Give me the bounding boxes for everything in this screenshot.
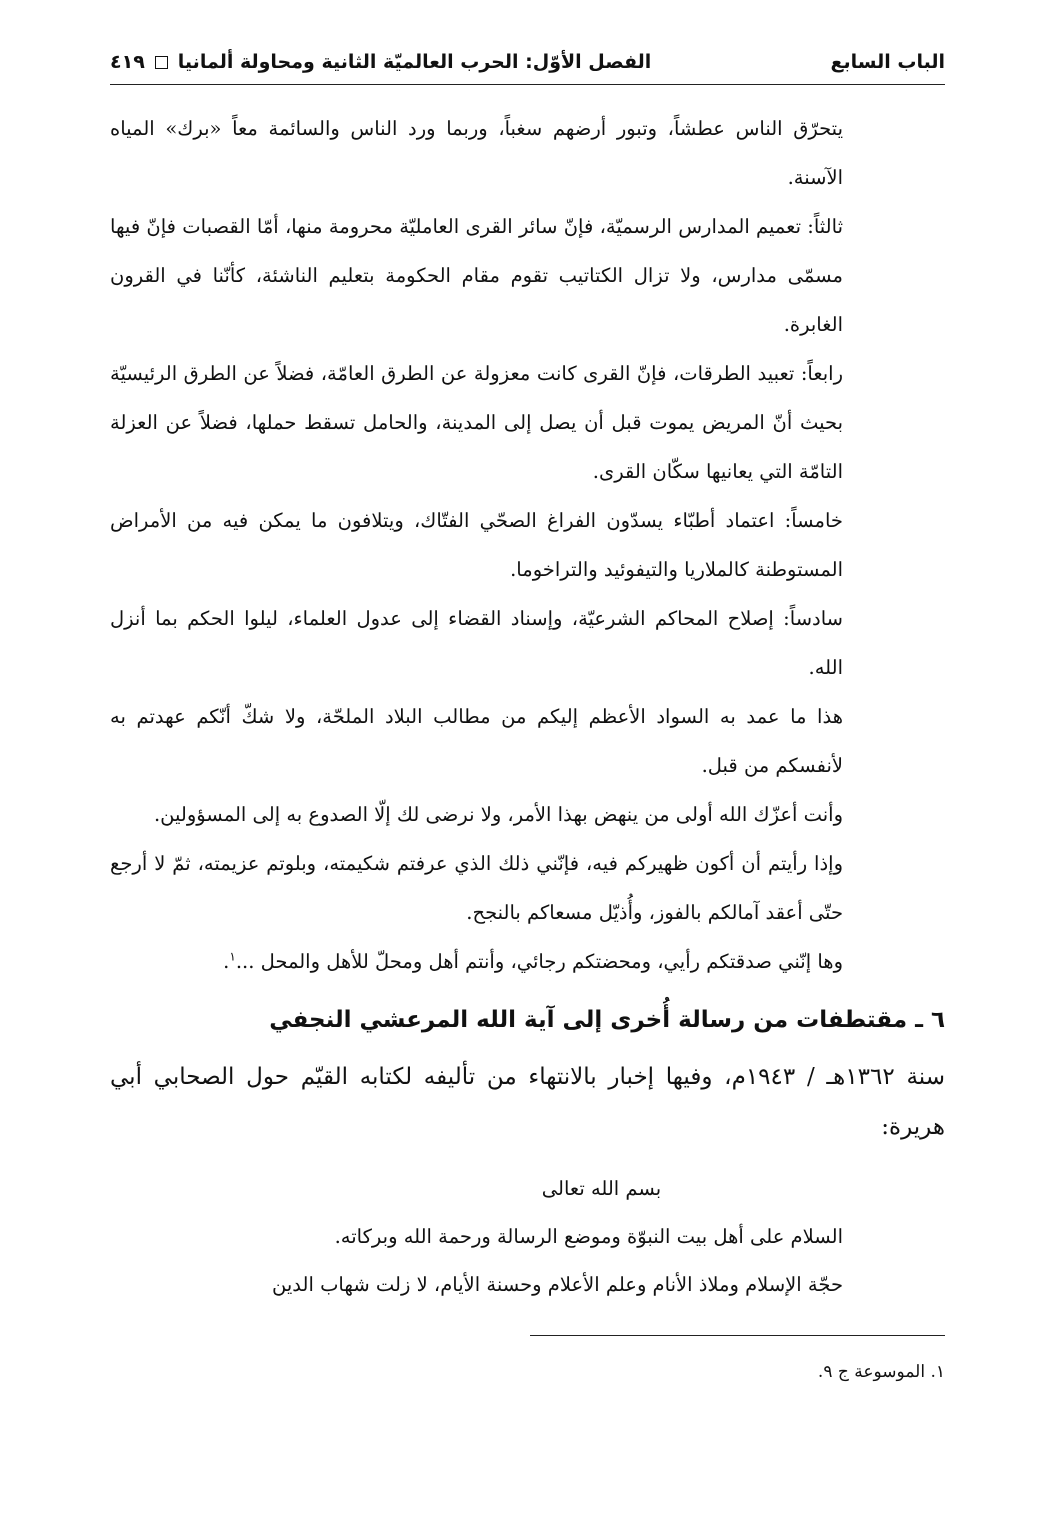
square-separator-icon — [155, 56, 168, 69]
paragraph: وإذا رأيتم أن أكون ظهيركم فيه، فإنّني ذلك الذي عرفتم شكيمته، وبلوتم عزيمته، ثمّ لا أرجع حتّى أعقد آمالكم بالفوز، وأُذيّل مسعاكم بالنجح. — [110, 852, 843, 924]
body-text — [110, 104, 843, 986]
footnote-rule — [530, 1335, 945, 1336]
basmala: بسم الله تعالى — [541, 1177, 662, 1200]
paragraph: يتحرّق الناس عطشاً، وتبور أرضهم سغباً، وربما ورد الناس والسائمة معاً «برك» المياه الآسنة. — [110, 117, 843, 189]
section-title: ٦ ـ مقتطفات من رسالة أُخرى إلى آية الله المرعشي النجفي — [269, 1007, 945, 1033]
paragraph: سادساً: إصلاح المحاكم الشرعيّة، وإسناد القضاء إلى عدول العلماء، ليلوا الحكم بما أنزل الله. — [110, 607, 843, 679]
intro-paragraph: سنة ١٣٦٢هـ / ١٩٤٣م، وفيها إخبار بالانتهاء من تأليفه لكتابه القيّم حول الصحابي أبي هريرة: — [110, 1064, 945, 1140]
section-and-page — [110, 51, 651, 73]
section-heading: الفصل الأوّل: الحرب العالميّة الثانية ومحاولة ألمانيا — [177, 51, 652, 73]
letter-greeting: السلام على أهل بيت النبوّة وموضع الرسالة ورحمة الله وبركاته. — [334, 1225, 843, 1248]
header-rule — [110, 84, 945, 85]
footnote: ١. الموسوعة ج ٩. — [817, 1362, 945, 1382]
page-number: ٤١٩ — [110, 51, 145, 73]
paragraph: ثالثاً: تعميم المدارس الرسميّة، فإنّ سائر القرى العامليّة محرومة منها، أمّا القصبات فإنّ فيها مسمّى مدارس، ولا تزال الكتاتيب تقوم مقام الحكومة بتعليم الناشئة، كأنّنا في القرون الغابرة. — [110, 215, 843, 336]
section-intro — [110, 1052, 945, 1152]
paragraph: هذا ما عمد به السواد الأعظم إليكم من مطالب البلاد الملحّة، ولا شكّ أنّكم عهدتم به لأنفسكم من قبل. — [110, 705, 843, 777]
paragraph: رابعاً: تعبيد الطرقات، فإنّ القرى كانت معزولة عن الطرق العامّة، فضلاً عن الطرق الرئيسيّة بحيث أنّ المريض يموت قبل أن يصل إلى المدينة، والحامل تسقط حملها، فضلاً عن العزلة التامّة التي يعانيها سكّان القرى. — [110, 362, 843, 483]
running-head — [110, 44, 945, 80]
paragraph-last-text: وها إنّني صدقتكم رأيي، ومحضتكم رجائي، وأنتم أهل ومحلّ للأهل والمحل ... — [235, 950, 843, 973]
paragraph: وأنت أعزّك الله أولى من ينهض بهذا الأمر، ولا نرضى لك إلّا الصدوع به إلى المسؤولين. — [153, 803, 843, 826]
footnote-marker: ١ — [229, 949, 236, 964]
paragraph: خامساً: اعتماد أطبّاء يسدّون الفراغ الصحّي الفتّاك، ويتلافون ما يمكن فيه من الأمراض المستوطنة كالملاريا والتيفوئيد والتراخوما. — [110, 509, 843, 581]
paragraph-last: وها إنّني صدقتكم رأيي، ومحضتكم رجائي، وأنتم أهل ومحلّ للأهل والمحل ...$^١$. — [223, 949, 843, 973]
letter-text — [110, 1165, 843, 1309]
letter-salutation: حجّة الإسلام وملاذ الأنام وعلم الأعلام وحسنة الأيام، لا زلت شهاب الدين — [272, 1273, 843, 1296]
chapter-title: الباب السابع — [830, 51, 945, 73]
